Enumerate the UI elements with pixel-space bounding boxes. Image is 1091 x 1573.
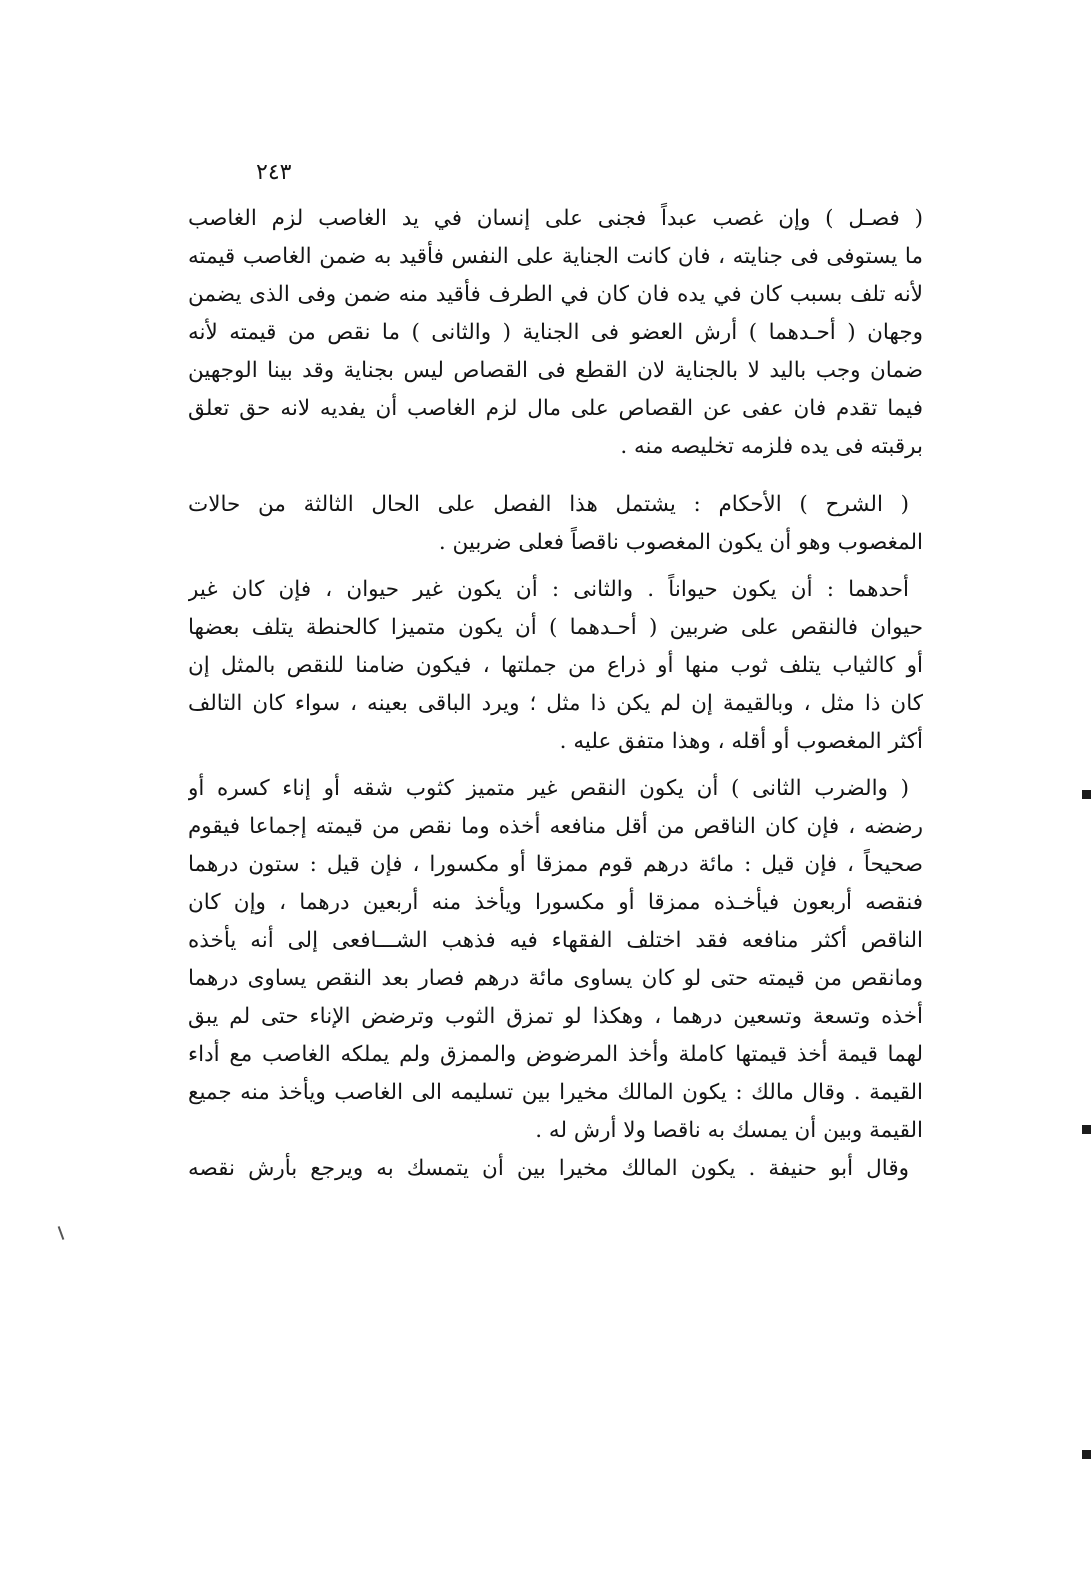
text-line: فنقصه أربعون فيأخـذه ممزقا أو مكسورا ويأخذ منه أربعين درهما ، وإن كان	[188, 890, 923, 915]
text-line: وقال أبو حنيفة . يكون المالك مخيرا بين أن يتمسك به ويرجع بأرش نقصه	[188, 1156, 909, 1181]
text-line: فيما تقدم فان عفى عن القصاص على مال لزم الغاصب أن يفديه لانه حق تعلق	[188, 396, 923, 421]
scan-margin-mark	[1082, 790, 1091, 799]
text-line: رضضه ، فإن كان الناقص من أقل منافعه أخذه وما نقص من قيمته إجماعا فيقوم	[188, 814, 923, 839]
paragraph	[188, 770, 923, 1150]
text-line: الناقص أكثر منافعه فقد اختلف الفقهاء فيه فذهب الشـــافعى إلى أنه يأخذه	[188, 928, 923, 953]
text-line: لأنه تلف بسبب كان في يده فان كان في الطرف فأقيد منه ضمن وفى الذى يضمن	[188, 282, 923, 307]
text-line: ضمان وجب باليد لا بالجناية لان القطع فى القصاص ليس بجناية وقد بينا الوجهين	[188, 358, 923, 383]
scan-stray-mark	[58, 1226, 65, 1240]
paragraph	[188, 571, 923, 761]
text-line: القيمة . وقال مالك : يكون المالك مخيرا بين تسليمه الى الغاصب ويأخذ منه جميع	[188, 1080, 923, 1105]
text-line: ومانقص من قيمته حتى لو كان يساوى مائة درهم فصار بعد النقص يساوى درهما	[188, 966, 923, 991]
paragraph	[188, 200, 923, 466]
text-line: برقبته فى يده فلزمه تخليصه منه .	[620, 434, 923, 459]
text-line: أكثر المغصوب أو أقله ، وهذا متفق عليه .	[559, 729, 923, 754]
scan-margin-mark	[1082, 1125, 1091, 1134]
page-number: ٢٤٣	[256, 160, 292, 185]
text-line: ( فصـل ) وإن غصب عبداً فجنى على إنسان في يد الغاصب لزم الغاصب	[188, 206, 923, 231]
text-line: المغصوب وهو أن يكون المغصوب ناقصاً فعلى ضربين .	[438, 530, 923, 555]
text-line: حيوان فالنقص على ضربين ( أحـدهما ) أن يكون متميزا كالحنطة يتلف بعضها	[188, 615, 923, 640]
text-line: كان ذا مثل ، وبالقيمة إن لم يكن ذا مثل ؛ ويرد الباقى بعينه ، سواء كان التالف	[188, 691, 923, 716]
body-text	[188, 200, 923, 1188]
text-line: ما يستوفى فى جنايته ، فان كانت الجناية على النفس فأقيد به ضمن الغاصب قيمته	[188, 244, 923, 269]
paragraph	[188, 1150, 923, 1188]
paragraph	[188, 486, 923, 562]
text-line: ( والضرب الثانى ) أن يكون النقص غير متميز كثوب شقه أو إناء كسره أو	[188, 776, 909, 801]
scan-margin-mark	[1082, 1450, 1091, 1459]
text-line: أو كالثياب يتلف ثوب منها أو ذراع من جملتها ، فيكون ضامنا للنقص بالمثل إن	[188, 653, 923, 678]
text-line: لهما قيمة أخذ قيمتها كاملة وأخذ المرضوض والممزق ولم يملكه الغاصب مع أداء	[188, 1042, 923, 1067]
text-line: القيمة وبين أن يمسك به ناقصا ولا أرش له .	[535, 1118, 923, 1143]
text-line: صحيحاً ، فإن قيل : مائة درهم قوم ممزقا أو مكسورا ، فإن قيل : ستون درهما	[188, 852, 923, 877]
text-line: أخذه وتسعة وتسعين درهما ، وهكذا لو تمزق الثوب وترضض الإناء حتى لم يبق	[188, 1004, 923, 1029]
text-line: أحدهما : أن يكون حيواناً . والثانى : أن يكون غير حيوان ، فإن كان غير	[188, 577, 909, 602]
text-line: وجهان ( أحـدهما ) أرش العضو فى الجناية ( والثانى ) ما نقص من قيمته لأنه	[188, 320, 923, 345]
text-line: ( الشرح ) الأحكام : يشتمل هذا الفصل على الحال الثالثة من حالات	[188, 492, 909, 517]
